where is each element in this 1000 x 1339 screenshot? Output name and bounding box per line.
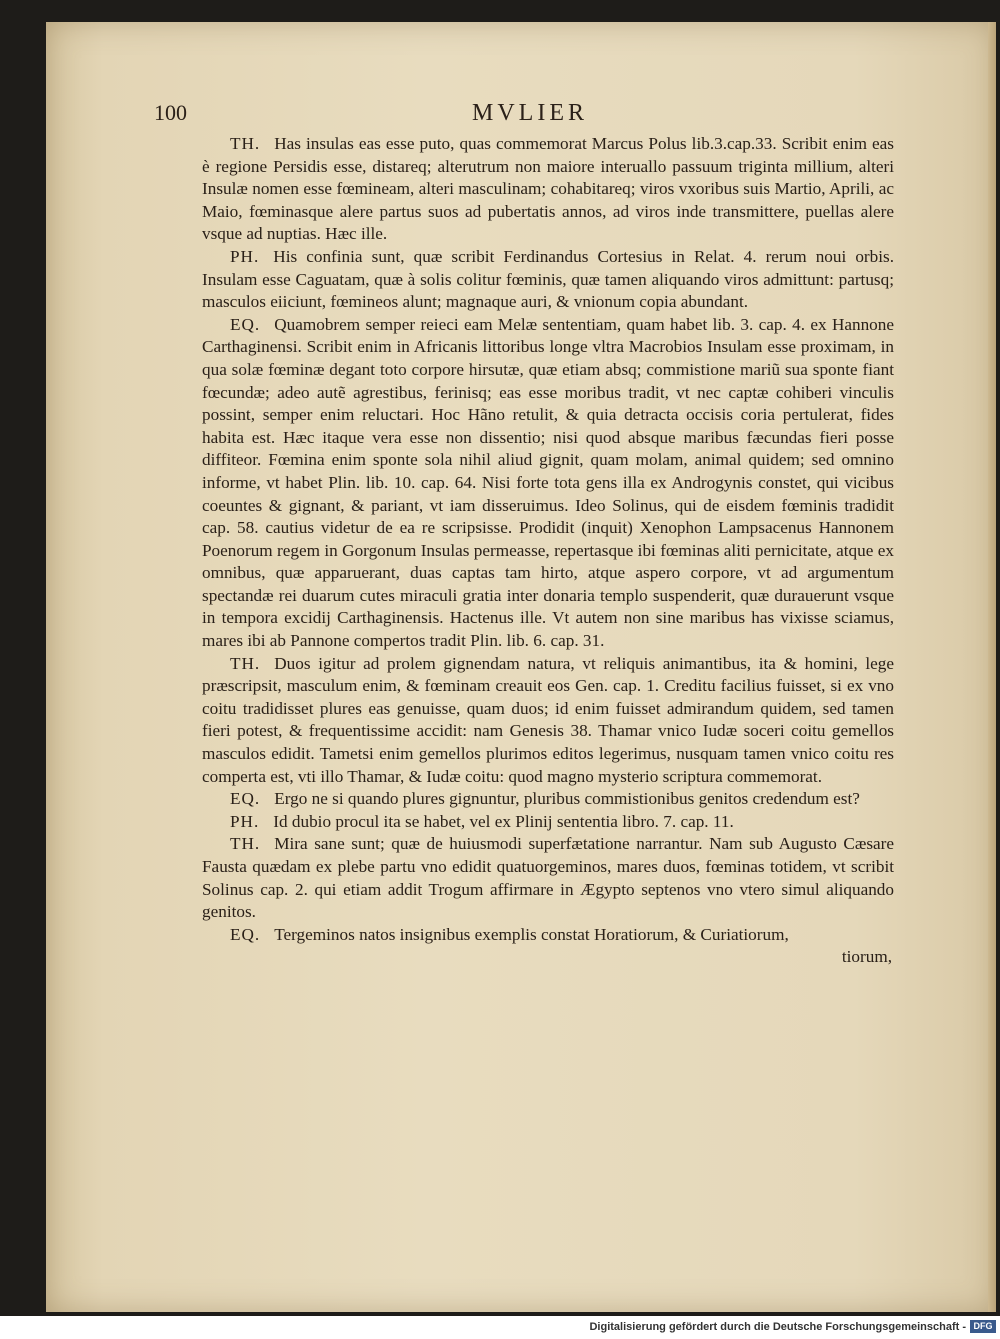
dialogue-paragraph: [202, 833, 894, 923]
speaker-label: PH.: [230, 246, 260, 266]
dfg-logo: DFG: [970, 1320, 996, 1333]
dialogue-paragraph: [202, 314, 894, 653]
speaker-label: EQ.: [230, 924, 261, 944]
catchword: tiorum,: [841, 947, 892, 967]
speaker-label: TH.: [230, 653, 261, 673]
dialogue-paragraph: [202, 653, 894, 789]
paragraph-text: Ergo ne si quando plures gignuntur, pluribus commistionibus genitos credendum est?: [274, 789, 860, 809]
footer-credit: Digitalisierung gefördert durch die Deutsche Forschungsgemeinschaft -: [589, 1321, 966, 1333]
paragraph-text: Tergeminos natos insignibus exemplis constat Horatiorum, & Curiatiorum,: [274, 924, 789, 944]
running-head: MVLIER: [472, 100, 588, 126]
paragraph-text: Duos igitur ad prolem gignendam natura, vt reliquis animantibus, ita & homini, lege præscripsit, masculum enim, & fœminam creauit eos Gen. cap. 1. Creditu facilius fuisset, si ex vno coitu tradidisset plures eas genuisse, quam duos; id enim fuisset admirandum quidem, sed tamen fieri potest, & frequentissime accidit: nam Genesis 38. Thamar vnico Iudæ soceri coitu gemellos masculos edidit. Tametsi enim gemellos plurimos editos legerimus, nusquam tamen vnico coitu res comperta est, vti illo Thamar, & Iudæ coitu: quod magno mysterio scriptura commemorat.: [202, 653, 894, 786]
paragraph-text: Has insulas eas esse puto, quas commemorat Marcus Polus lib.3.cap.33. Scribit enim eas è regione Persidis esse, distareq; alterutrum non maiore interuallo passuum triginta millium, alteri Insulæ nomen esse fœmineam, alteri masculinam; cohabitareq; viros vxoribus suis Martio, Aprili, ac Maio, fœminasque alere partus suos ad pubertatis annos, ad viros inde transmittere, puellas alere vsque ad nuptias. Hæc ille.: [202, 134, 894, 244]
digitization-footer: [0, 1316, 1000, 1339]
page-header: [154, 100, 914, 130]
speaker-label: PH.: [230, 811, 260, 831]
dialogue-paragraph: [202, 811, 894, 834]
speaker-label: TH.: [230, 134, 261, 153]
page-number: 100: [154, 100, 187, 125]
dialogue-paragraph: [202, 246, 894, 314]
body-text: [202, 133, 894, 969]
paragraph-text: Mira sane sunt; quæ de huiusmodi superfætatione narrantur. Nam sub Augusto Cæsare Fausta quædam ex plebe partu vno edidit quatuorgeminos, mares duos, fœminas totidem, vt scribit Solinus cap. 2. qui etiam addit Trogum affirmare in Ægypto septenos vno vtero simul aliquando genitos.: [202, 834, 894, 922]
paragraph-text: Quamobrem semper reieci eam Melæ sententiam, quam habet lib. 3. cap. 4. ex Hannone Carthaginensi. Scribit enim in Africanis littoribus longe vltra Macrobios Insulam esse proximam, in qua solæ fœminæ degant toto corpore hirsutæ, quæ etiam absq; commistione mariũ sua sponte fiant fœcundæ; adeo autẽ agrestibus, ferinisq; eas esse moribus tradit, vt nec captæ cohiberi vinculis possint, semper enim reluctari. Hoc Hãno retulit, & quia detracta occisis coria pertulerat, fides habita est. Hæc itaque vera esse non dissentio; nisi quod absque maribus fæcundas fieri posse diffiteor. Fœmina enim sponte sola nihil aliud gignit, quam molam, animal quidem; sed omnino informe, vt habet Plin. lib. 10. cap. 64. Nisi forte tota gens illa ex Androgynis constet, qui vicibus coeuntes & gignant, & pariant, vt iam disseruimus. Ideo Solinus, qui de eisdem fœminis tradidit cap. 58. cautius videtur de ea re scripsisse. Prodidit (inquit) Xenophon Lampsacenus Hannonem Poenorum regem in Gorgonum Insulas permeasse, repertasque ibi fœminas aliti pernicitate, atque ex omnibus, quæ apparuerant, duas captas tam hirto, atque aspero corpore, vt ad argumentum spectandæ rei duarum cutes miraculi gratia inter donaria templo suspenderit, quæ durauerunt vsque in tempora excidij Carthaginensis. Hactenus ille. Vt autem non sine maribus has vixisse sciamus, mares ibi ab Pannone compertos tradit Plin. lib. 6. cap. 31.: [202, 314, 894, 651]
speaker-label: TH.: [230, 834, 261, 854]
dialogue-paragraph: [202, 788, 894, 811]
speaker-label: EQ.: [230, 314, 261, 334]
speaker-label: EQ.: [230, 789, 261, 809]
dialogue-paragraph: [202, 133, 894, 246]
page-edge: [988, 22, 996, 1312]
paragraph-text: His confinia sunt, quæ scribit Ferdinandus Cortesius in Relat. 4. rerum noui orbis. Insulam esse Caguatam, quæ à solis colitur fœminis, quæ tamen aliquando viros admittunt: partusq; masculos eiiciunt, fœmineos alunt; magnaque auri, & vnionum copia abundant.: [202, 246, 894, 312]
dialogue-paragraph: [202, 924, 894, 947]
paragraph-text: Id dubio procul ita se habet, vel ex Plinij sententia libro. 7. cap. 11.: [273, 811, 734, 831]
